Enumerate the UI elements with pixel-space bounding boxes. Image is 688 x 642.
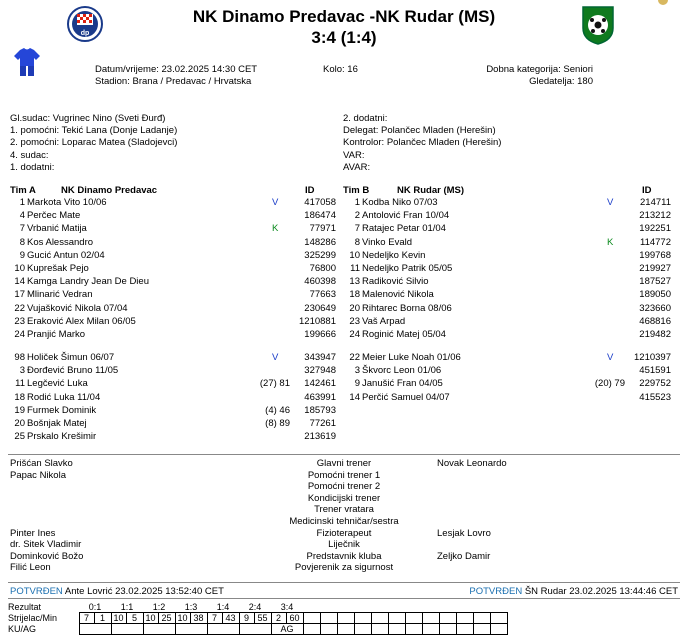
- confirm-left: [10, 586, 224, 597]
- confirm-left-text: Ante Lovrić 23.02.2025 13:52:40 CET: [64, 586, 224, 597]
- match-score: 3:4 (1:4): [311, 28, 377, 47]
- player-name: Nedeljko Patrik 05/05: [362, 263, 453, 274]
- staff-role: Glavni trener: [316, 458, 372, 469]
- empty-cell: [456, 602, 473, 613]
- player-number: 22: [14, 302, 25, 314]
- results-row-label: KU/AG: [8, 624, 37, 634]
- goalkeeper-badge: V: [272, 197, 279, 208]
- staff-role: Predstavnik kluba: [306, 550, 382, 562]
- scorer-number: 2: [271, 613, 286, 624]
- empty-cell: [439, 624, 456, 635]
- player-number: 24: [349, 329, 360, 340]
- scorer-number: 10: [111, 613, 126, 624]
- player-name: Malenović Nikola: [362, 289, 434, 301]
- player-number: 1: [354, 197, 360, 208]
- empty-cell: [320, 613, 337, 624]
- staff-role: Povjerenik za sigurnost: [294, 562, 394, 574]
- player-number: 9: [19, 249, 25, 261]
- player-name: Pranjić Marko: [27, 329, 86, 340]
- player-number: 8: [19, 236, 25, 248]
- player-name: Gucić Antun 02/04: [27, 249, 105, 261]
- staff-role: Trener vratara: [314, 504, 374, 516]
- official-right-line: Kontrolor: Polančec Mladen (Herešin): [343, 137, 502, 149]
- scorer-number: 10: [143, 613, 158, 624]
- player-number: 3: [354, 365, 360, 377]
- empty-cell: [303, 613, 320, 624]
- player-id: 463991: [304, 391, 336, 403]
- player-number: 23: [14, 315, 25, 327]
- empty-cell: [388, 624, 405, 635]
- player-number: 24: [14, 329, 25, 340]
- player-id: 229752: [639, 378, 671, 390]
- player-id: 76800: [309, 263, 336, 274]
- player-name: Rodić Luka 11/04: [27, 391, 101, 403]
- confirm-left-label: POTVRĐEN: [10, 586, 63, 597]
- staff-left-name: Papac Nikola: [10, 469, 66, 481]
- staff-right-name: Lesjak Lovro: [437, 527, 491, 539]
- player-id: 77663: [309, 289, 336, 301]
- player-number: 7: [19, 223, 25, 235]
- score-cell: 2:4: [239, 602, 271, 613]
- player-id: 1210397: [634, 352, 671, 363]
- official-right-line: AVAR:: [343, 161, 371, 173]
- player-name: Markota Vito 10/06: [27, 197, 107, 208]
- player-name: Kos Alessandro: [27, 236, 94, 248]
- scorer-number: 7: [79, 613, 94, 624]
- corner-badge-icon: [656, 0, 670, 7]
- player-number: 23: [349, 315, 360, 327]
- match-round: Kolo: 16: [323, 64, 358, 75]
- player-name: Kodba Niko 07/03: [362, 197, 438, 208]
- player-id: 77971: [309, 223, 336, 235]
- results-table: [8, 602, 508, 635]
- player-number: 10: [14, 263, 25, 274]
- player-id: 323660: [639, 302, 671, 314]
- staff-left-name: Prišćan Slavko: [10, 458, 73, 469]
- score-cell: 1:2: [143, 602, 175, 613]
- player-id: 230649: [304, 302, 336, 314]
- player-id: 213619: [304, 431, 336, 443]
- official-right-line: VAR:: [343, 149, 365, 161]
- player-id: 219482: [639, 329, 671, 340]
- player-name: Eraković Alex Milan 06/05: [27, 315, 136, 327]
- staff-right-name: Novak Leonardo: [437, 458, 507, 469]
- player-id: 417058: [304, 197, 336, 208]
- player-number: 20: [349, 302, 360, 314]
- scorer-minute: 25: [158, 613, 175, 624]
- staff-role: Medicinski tehničar/sestra: [289, 516, 399, 527]
- score-cell: 3:4: [271, 602, 303, 613]
- substitution-info: (8) 89: [265, 418, 290, 429]
- empty-cell: [439, 602, 456, 613]
- ku-ag-cell: [143, 624, 175, 635]
- player-id: 189050: [639, 289, 671, 301]
- player-id: 327948: [304, 365, 336, 377]
- scorer-minute: 1: [94, 613, 111, 624]
- scorer-number: 10: [175, 613, 190, 624]
- empty-cell: [422, 624, 439, 635]
- goalkeeper-badge: V: [607, 352, 614, 363]
- scorer-number: 7: [207, 613, 222, 624]
- match-category: Dobna kategorija: Seniori: [486, 64, 593, 75]
- player-name: Furmek Dominik: [27, 404, 97, 416]
- player-number: 18: [349, 289, 360, 301]
- substitution-info: (27) 81: [259, 378, 290, 390]
- official-right-line: Delegat: Polančec Mladen (Herešin): [343, 125, 496, 137]
- empty-cell: [473, 613, 490, 624]
- player-number: 2: [354, 210, 360, 222]
- player-id: 192251: [639, 223, 671, 235]
- player-name: Bošnjak Matej: [27, 418, 87, 429]
- empty-cell: [371, 624, 388, 635]
- empty-cell: [371, 602, 388, 613]
- score-cell: 1:4: [207, 602, 239, 613]
- scorer-minute: 5: [126, 613, 143, 624]
- empty-cell: [388, 613, 405, 624]
- ku-ag-cell: [239, 624, 271, 635]
- empty-cell: [320, 624, 337, 635]
- empty-cell: [490, 602, 507, 613]
- player-name: Ratajec Petar 01/04: [362, 223, 446, 235]
- player-number: 98: [14, 352, 25, 363]
- player-number: 17: [14, 289, 25, 301]
- divider-results: [8, 598, 680, 599]
- player-id: 199666: [304, 329, 336, 340]
- team-a-name: NK Dinamo Predavac: [61, 185, 158, 196]
- player-id: 1210881: [299, 315, 336, 327]
- player-number: 4: [19, 210, 25, 222]
- empty-cell: [320, 602, 337, 613]
- confirm-right-label: POTVRĐEN: [469, 586, 523, 597]
- empty-cell: [439, 613, 456, 624]
- empty-cell: [354, 602, 371, 613]
- empty-cell: [473, 602, 490, 613]
- empty-cell: [371, 613, 388, 624]
- player-name: Mlinarić Vedran: [27, 289, 93, 301]
- match-spectators: Gledatelja: 180: [529, 76, 593, 87]
- staff-role: Kondicijski trener: [307, 492, 381, 504]
- match-datetime: Datum/vrijeme: 23.02.2025 14:30 CET: [95, 64, 258, 75]
- player-name: Legčević Luka: [27, 378, 88, 390]
- player-number: 14: [349, 391, 360, 403]
- player-name: Vrbanić Matija: [27, 223, 87, 235]
- empty-cell: [422, 602, 439, 613]
- empty-cell: [490, 624, 507, 635]
- player-number: 3: [19, 365, 25, 377]
- team-b-id-header: ID: [642, 185, 652, 196]
- staff-left-name: Filić Leon: [10, 562, 51, 574]
- player-name: Holiček Šimun 06/07: [27, 352, 115, 363]
- player-name: Škvorc Leon 01/06: [362, 365, 442, 377]
- player-id: 199768: [639, 249, 671, 261]
- player-id: 214711: [640, 197, 671, 208]
- confirm-right-text: ŠN Rudar 23.02.2025 13:44:46 CET: [524, 586, 678, 597]
- player-id: 186474: [304, 210, 336, 222]
- player-number: 1: [19, 197, 25, 208]
- ku-ag-cell: [207, 624, 239, 635]
- staff-left-name: Dominković Božo: [10, 550, 84, 562]
- player-id: 77261: [309, 418, 336, 429]
- ku-ag-cell: [111, 624, 143, 635]
- player-id: 325299: [304, 249, 336, 261]
- staff-right-name: Zeljko Damir: [437, 550, 491, 562]
- empty-cell: [354, 624, 371, 635]
- empty-cell: [473, 624, 490, 635]
- player-name: Perčec Mate: [27, 210, 81, 222]
- player-name: Vaš Arpad: [362, 315, 406, 327]
- player-number: 20: [14, 418, 25, 429]
- empty-cell: [405, 602, 422, 613]
- confirm-right: [469, 586, 678, 597]
- results-row-label: Rezultat: [8, 602, 42, 613]
- staff-left-name: Pinter Ines: [10, 527, 56, 539]
- player-number: 18: [14, 391, 25, 403]
- player-id: 187527: [639, 276, 671, 288]
- empty-cell: [456, 624, 473, 635]
- player-id: 468816: [639, 315, 671, 327]
- player-id: 213212: [639, 210, 671, 222]
- empty-cell: [337, 624, 354, 635]
- divider-confirm: [8, 582, 680, 583]
- empty-cell: [337, 613, 354, 624]
- official-left-line: 1. pomoćni: Tekić Lana (Donje Ladanje): [10, 125, 178, 137]
- player-number: 13: [349, 276, 360, 288]
- scorer-minute: 55: [254, 613, 271, 624]
- player-name: Đorđević Bruno 11/05: [27, 365, 119, 377]
- official-left-line: 4. sudac:: [10, 149, 49, 161]
- score-cell: 0:1: [79, 602, 111, 613]
- empty-cell: [303, 624, 320, 635]
- team-b-label: Tim B: [343, 185, 370, 196]
- scorer-minute: 60: [286, 613, 303, 624]
- player-id: 142461: [304, 378, 336, 390]
- scorer-minute: 38: [190, 613, 207, 624]
- empty-cell: [490, 613, 507, 624]
- captain-badge: K: [272, 223, 279, 235]
- player-number: 8: [354, 236, 360, 248]
- official-right-line: 2. dodatni:: [343, 113, 388, 124]
- player-name: Rihtarec Borna 08/06: [362, 302, 452, 314]
- empty-cell: [456, 613, 473, 624]
- player-number: 11: [350, 263, 360, 274]
- goalkeeper-badge: V: [607, 197, 614, 208]
- match-stadium: Stadion: Brana / Predavac / Hrvatska: [95, 76, 252, 87]
- ku-ag-cell: [79, 624, 111, 635]
- player-name: Kamga Landry Jean De Dieu: [27, 276, 149, 288]
- staff-role: Liječnik: [328, 539, 360, 551]
- player-id: 415523: [639, 391, 671, 403]
- player-name: Antolović Fran 10/04: [362, 210, 450, 222]
- substitution-info: (4) 46: [265, 404, 290, 416]
- player-name: Roginić Matej 05/04: [362, 329, 446, 340]
- scorer-number: 9: [239, 613, 254, 624]
- captain-badge: K: [607, 236, 614, 248]
- score-cell: 1:3: [175, 602, 207, 613]
- player-number: 7: [354, 223, 360, 235]
- player-number: 25: [14, 431, 25, 443]
- player-name: Janušić Fran 04/05: [362, 378, 443, 390]
- player-id: 451591: [639, 365, 671, 377]
- player-name: Perčić Samuel 04/07: [362, 391, 450, 403]
- scorer-minute: 43: [222, 613, 239, 624]
- player-name: Radiković Silvio: [362, 276, 429, 288]
- player-id: 148286: [304, 236, 336, 248]
- results-row-label: Strijelac/Min: [8, 613, 58, 623]
- player-id: 343947: [304, 352, 336, 363]
- empty-cell: [405, 613, 422, 624]
- player-number: 22: [349, 352, 360, 363]
- empty-cell: [422, 613, 439, 624]
- player-id: 460398: [304, 276, 336, 288]
- staff-role: Fizioterapeut: [316, 527, 372, 539]
- player-name: Vinko Evald: [362, 236, 412, 248]
- svg-text:dp: dp: [80, 30, 90, 37]
- match-title: NK Dinamo Predavac -NK Rudar (MS): [192, 7, 496, 26]
- official-left-line: Gl.sudac: Vugrinec Nino (Sveti Đurđ): [10, 113, 166, 124]
- player-number: 11: [15, 378, 25, 390]
- staff-left-name: dr. Sitek Vladimir: [10, 539, 82, 551]
- player-name: Nedeljko Kevin: [362, 249, 426, 261]
- staff-role: Pomoćni trener 1: [307, 469, 381, 481]
- empty-cell: [354, 613, 371, 624]
- team-a-id-header: ID: [305, 185, 315, 196]
- official-left-line: 2. pomoćni: Loparac Matea (Sladojevci): [10, 137, 178, 149]
- jersey-icon: [14, 48, 40, 80]
- divider-staff: [8, 454, 680, 455]
- player-number: 19: [14, 404, 25, 416]
- ku-ag-cell: [175, 624, 207, 635]
- player-number: 9: [354, 378, 360, 390]
- team-b-name: NK Rudar (MS): [397, 185, 465, 196]
- player-name: Vujašković Nikola 07/04: [27, 302, 128, 314]
- team-a-label: Tim A: [10, 185, 36, 196]
- official-left-line: 1. dodatni:: [10, 161, 55, 173]
- empty-cell: [405, 624, 422, 635]
- player-name: Meier Luke Noah 01/06: [362, 352, 461, 363]
- empty-cell: [337, 602, 354, 613]
- player-number: 14: [14, 276, 25, 288]
- staff-role: Pomoćni trener 2: [307, 481, 381, 493]
- substitution-info: (20) 79: [594, 378, 625, 390]
- player-name: Prskalo Krešimir: [27, 431, 97, 443]
- goalkeeper-badge: V: [272, 352, 279, 363]
- player-number: 10: [349, 249, 360, 261]
- player-name: Kuprešak Pejo: [27, 263, 89, 274]
- empty-cell: [303, 602, 320, 613]
- player-id: 114772: [640, 236, 671, 248]
- player-id: 219927: [639, 263, 671, 274]
- player-id: 185793: [304, 404, 336, 416]
- ku-ag-cell: AG: [271, 624, 303, 635]
- empty-cell: [388, 602, 405, 613]
- score-cell: 1:1: [111, 602, 143, 613]
